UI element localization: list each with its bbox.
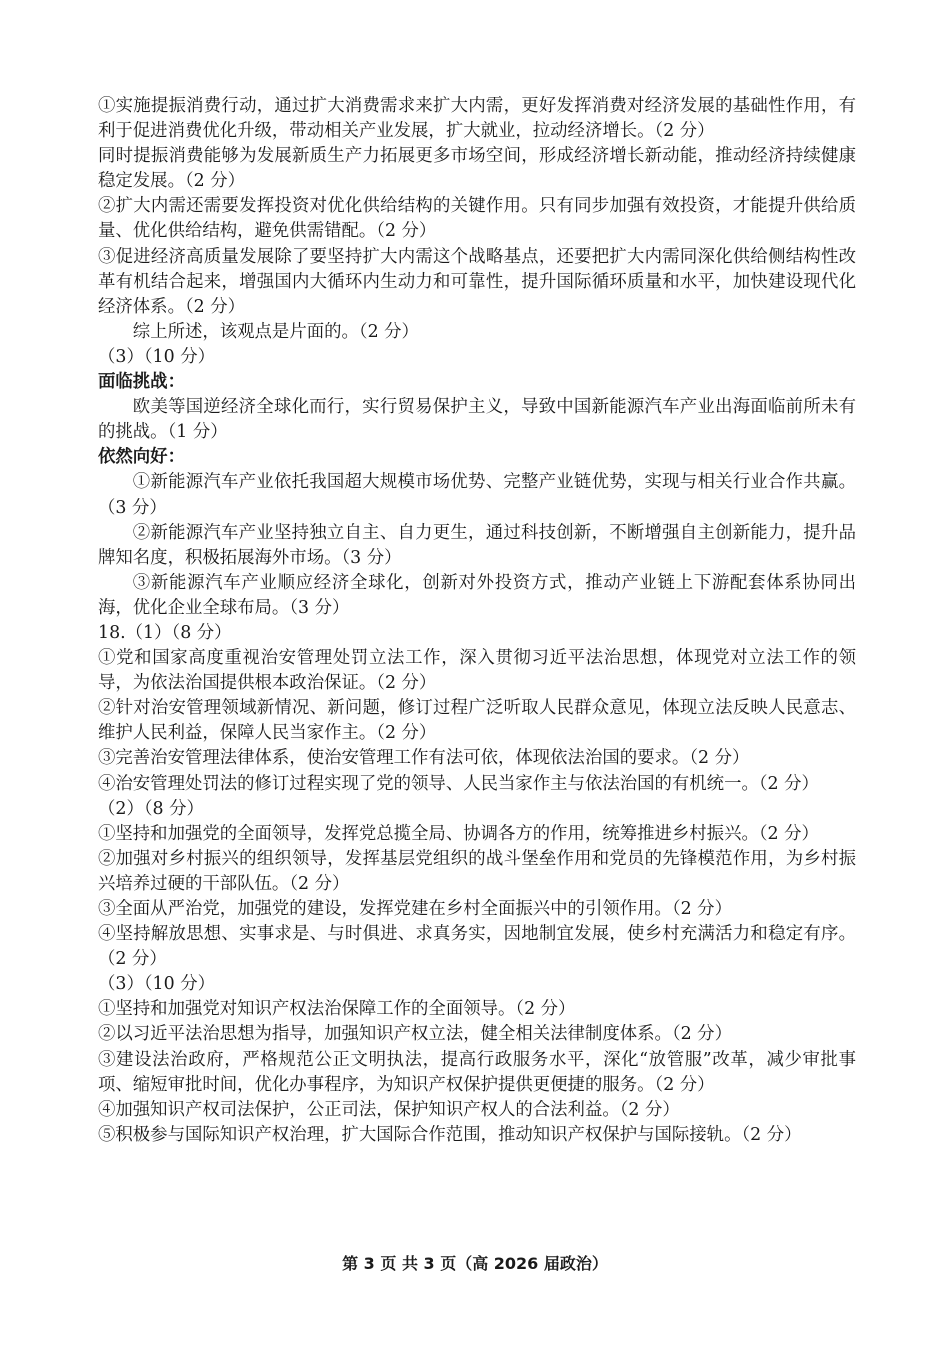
answer-paragraph: ⑤积极参与国际知识产权治理，扩大国际合作范围，推动知识产权保护与国际接轨。（2 分）: [98, 1124, 802, 1145]
sub-question-heading: （3）（10 分）: [98, 974, 215, 995]
answer-paragraph: ①党和国家高度重视治安管理处罚立法工作，深入贯彻习近平法治思想，体现党对立法工作的领导，为依法治国提供根本政治保证。（2 分）: [98, 648, 856, 694]
answer-paragraph: ③促进经济高质量发展除了要坚持扩大内需这个战略基点，还要把扩大内需同深化供给侧结构性改革有机结合起来，增强国内大循环内生动力和可靠性，提升国际循环质量和水平，加快建设现代化经济体系。（2 分）: [98, 246, 856, 317]
answer-paragraph: ③完善治安管理法律体系，使治安管理工作有法可依，体现依法治国的要求。（2 分）: [98, 748, 750, 769]
answer-paragraph: ②新能源汽车产业坚持独立自主、自力更生，通过科技创新，不断增强自主创新能力，提升品牌知名度，积极拓展海外市场。（3 分）: [98, 522, 856, 568]
answer-paragraph: ③全面从严治党，加强党的建设，发挥党建在乡村全面振兴中的引领作用。（2 分）: [98, 899, 732, 919]
answer-paragraph: ④加强知识产权司法保护，公正司法，保护知识产权人的合法利益。（2 分）: [98, 1099, 680, 1120]
question-heading: 18.（1）（8 分）: [98, 622, 232, 643]
answer-paragraph: ②扩大内需还需要发挥投资对优化供给结构的关键作用。只有同步加强有效投资，才能提升供给质量、优化供给结构，避免供需错配。（2 分）: [98, 196, 856, 242]
answer-paragraph: ②针对治安管理领域新情况、新问题，修订过程广泛听取人民群众意见，体现立法反映人民意志、维护人民利益，保障人民当家作主。（2 分）: [98, 698, 856, 744]
sub-question-heading: （3）（10 分）: [98, 346, 215, 367]
answer-paragraph: ①坚持和加强党的全面领导，发挥党总揽全局、协调各方的作用，统筹推进乡村振兴。（2 分）: [98, 823, 819, 844]
page-footer: 第 3 页 共 3 页（高 2026 届政治）: [342, 1254, 608, 1273]
conclusion-line: 综上所述，该观点是片面的。（2 分）: [132, 321, 419, 342]
answer-paragraph: ②以习近平法治思想为指导，加强知识产权立法，健全相关法律制度体系。（2 分）: [98, 1024, 732, 1045]
answer-paragraph: 同时提振消费能够为发展新质生产力拓展更多市场空间，形成经济增长新动能，推动经济持续健康稳定发展。（2 分）: [98, 146, 856, 192]
answer-text-body: [98, 94, 856, 1148]
answer-paragraph: ①新能源汽车产业依托我国超大规模市场优势、完整产业链优势，实现与相关行业合作共赢。（3 分）: [98, 472, 856, 518]
sub-question-heading: （2）（8 分）: [98, 798, 204, 819]
section-heading-challenges: 面临挑战：: [98, 372, 185, 393]
answer-paragraph: ④治安管理处罚法的修订过程实现了党的领导、人民当家作主与依法治国的有机统一。（2 分）: [98, 773, 819, 794]
answer-paragraph: ④坚持解放思想、实事求是、与时俱进、求真务实，因地制宜发展，使乡村充满活力和稳定有序。（2 分）: [98, 924, 856, 970]
answer-paragraph: ③建设法治政府，严格规范公正文明执法，提高行政服务水平，深化“放管服”改革，减少审批事项、缩短审批时间，优化办事程序，为知识产权保护提供更便捷的服务。（2 分）: [98, 1049, 856, 1095]
answer-paragraph: ②加强对乡村振兴的组织领导，发挥基层党组织的战斗堡垒作用和党员的先锋模范作用，为乡村振兴培养过硬的干部队伍。（2 分）: [98, 848, 856, 894]
section-heading-outlook: 依然向好：: [98, 447, 185, 468]
answer-paragraph: 欧美等国逆经济全球化而行，实行贸易保护主义，导致中国新能源汽车产业出海面临前所未有的挑战。（1 分）: [98, 397, 856, 443]
answer-paragraph: ①坚持和加强党对知识产权法治保障工作的全面领导。（2 分）: [98, 999, 576, 1020]
answer-paragraph: ①实施提振消费行动，通过扩大消费需求来扩大内需，更好发挥消费对经济发展的基础性作用，有利于促进消费优化升级，带动相关产业发展，扩大就业，拉动经济增长。（2 分）: [98, 96, 856, 142]
answer-paragraph: ③新能源汽车产业顺应经济全球化，创新对外投资方式，推动产业链上下游配套体系协同出海，优化企业全球布局。（3 分）: [98, 572, 856, 618]
